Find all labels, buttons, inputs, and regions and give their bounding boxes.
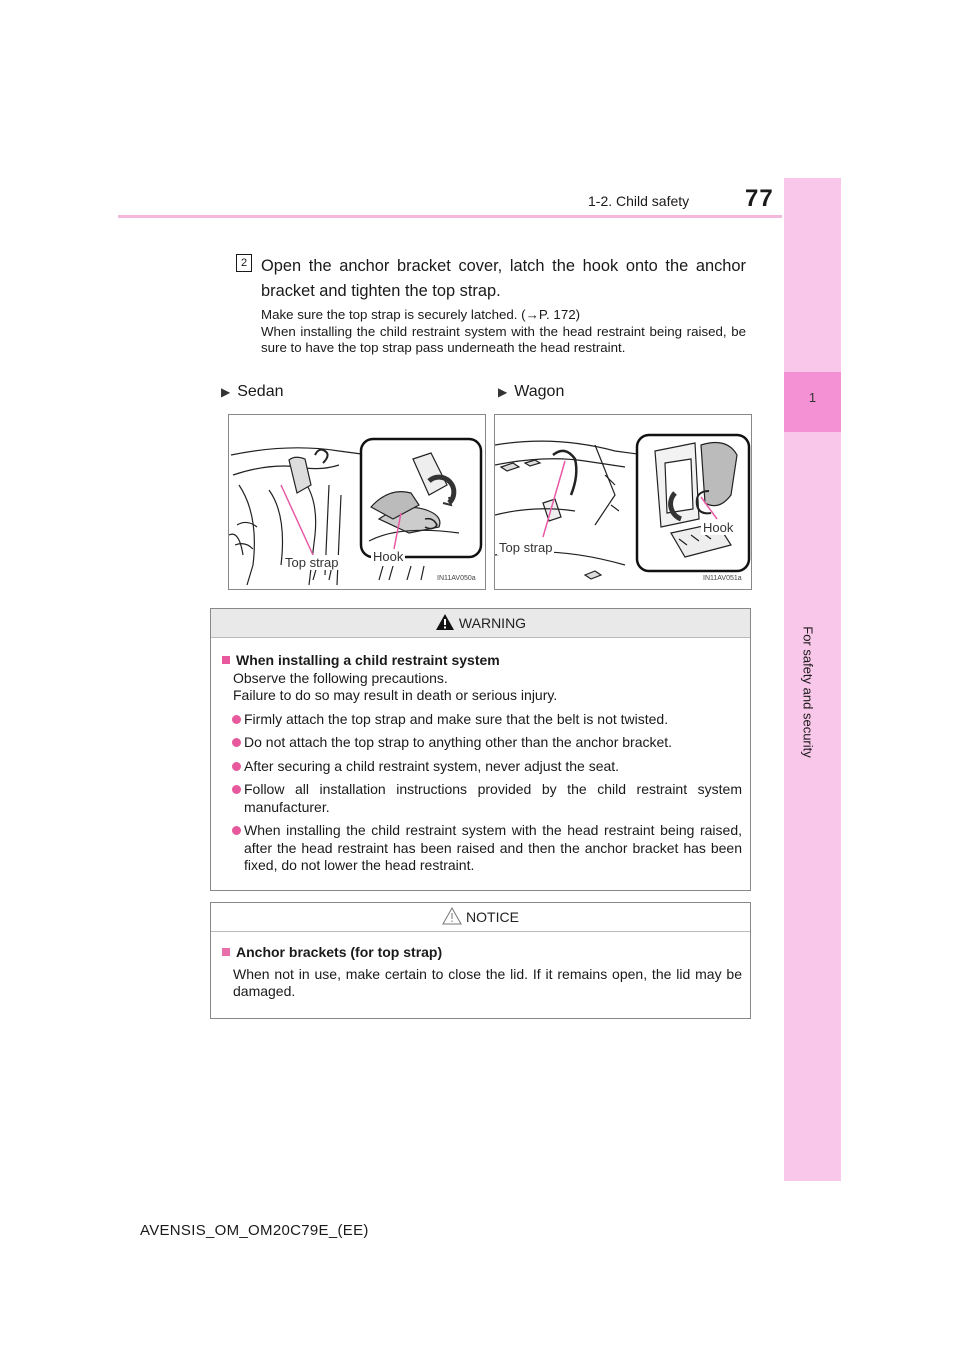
figure-caption-wagon: ▶ Wagon	[498, 383, 565, 400]
wagon-anchor-illustration	[495, 415, 751, 589]
square-bullet-icon	[222, 948, 230, 956]
notice-title: NOTICE	[466, 909, 519, 925]
warning-body	[222, 652, 742, 875]
circle-bullet-icon	[232, 762, 241, 771]
chapter-number-tab	[784, 372, 841, 432]
document-code: AVENSIS_OM_OM20C79E_(EE)	[140, 1222, 369, 1239]
warning-bullet: When installing the child restraint system with the head restraint being raised, after the head restraint has been raised and then the anchor bracket has been fixed, do not lower the head restraint.	[222, 822, 742, 875]
step-number-badge: 2	[236, 254, 252, 272]
triangle-right-icon: ▶	[221, 385, 231, 399]
warning-triangle-icon	[435, 613, 455, 631]
triangle-right-icon: ▶	[498, 385, 508, 399]
step-note-line: Make sure the top strap is securely latched. (→P. 172)	[261, 307, 581, 322]
header-rule	[118, 215, 782, 218]
warning-bullet: After securing a child restraint system, never adjust the seat.	[222, 758, 742, 776]
page-number: 77	[745, 185, 774, 212]
warning-intro-line: Failure to do so may result in death or serious injury.	[233, 687, 558, 703]
step-note	[261, 307, 746, 357]
label-top-strap: Top strap	[285, 555, 339, 570]
warning-bullet: Do not attach the top strap to anything other than the anchor bracket.	[222, 734, 742, 752]
circle-bullet-icon	[232, 715, 241, 724]
figure-caption-sedan: ▶ Sedan	[221, 383, 284, 400]
chapter-number: 1	[808, 390, 817, 405]
figure-sedan-illustration	[228, 414, 486, 590]
notice-heading: Anchor brackets (for top strap)	[222, 944, 742, 962]
circle-bullet-icon	[232, 826, 241, 835]
label-hook: Hook	[373, 549, 404, 564]
circle-bullet-icon	[232, 738, 241, 747]
warning-bullet: Firmly attach the top strap and make sure that the belt is not twisted.	[222, 711, 742, 729]
step-instruction: Open the anchor bracket cover, latch the hook onto the anchor bracket and tighten the top strap.	[261, 257, 746, 300]
square-bullet-icon	[222, 656, 230, 664]
warning-bullet: Follow all installation instructions provided by the child restraint system manufacturer.	[222, 781, 742, 816]
notice-triangle-icon	[442, 907, 462, 925]
warning-heading: When installing a child restraint system	[222, 652, 742, 670]
warning-intro-line: Observe the following precautions.	[233, 669, 448, 686]
label-hook: Hook	[703, 520, 734, 535]
chapter-title: For safety and security	[800, 626, 816, 758]
figure-id: IN11AV050a	[437, 575, 476, 582]
sedan-anchor-illustration	[229, 415, 485, 589]
step-note-line: When installing the child restraint system with the head restraint being raised, be sure to have the top strap pass underneath the head restraint.	[261, 323, 746, 355]
section-title: 1-2. Child safety	[588, 193, 690, 209]
notice-header	[211, 903, 750, 932]
figure-id: IN11AV051a	[703, 575, 742, 582]
warning-title: WARNING	[458, 615, 527, 631]
figure-wagon-illustration	[494, 414, 752, 590]
warning-box	[210, 608, 751, 891]
notice-text: When not in use, make certain to close the lid. If it remains open, the lid may be damaged.	[233, 965, 742, 999]
label-top-strap: Top strap	[499, 540, 553, 555]
notice-box	[210, 902, 751, 1019]
notice-body	[222, 944, 742, 1001]
warning-header	[211, 609, 750, 638]
circle-bullet-icon	[232, 785, 241, 794]
